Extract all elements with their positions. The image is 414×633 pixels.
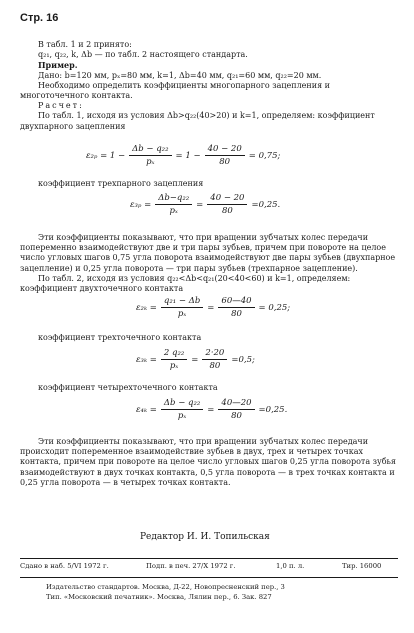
formula-three-point (136, 348, 255, 371)
example-label: Пример. (38, 60, 78, 71)
formula-result: =0,25. (258, 404, 288, 415)
table2-condition: По табл. 2, исходя из условия q₂₂<Δb<q₂₁(20<40<60) и k=1, определяем: коэффициент двухточечного контакта (20, 273, 351, 294)
numerator: Δb−q₂₂ (155, 193, 192, 205)
denominator: 80 (209, 361, 221, 371)
footer-sheets: 1,0 п. л. (276, 562, 305, 570)
calc-label: Расчет: (38, 101, 84, 111)
paragraph-text: Эти коэффициенты показывают, что при вращении зубчатых колес передачи происходит попеременное взаимодействие зубьев в двух, трех и четырех точках контакта, причем при повороте на целое число угловых шагов 0,25 угла поворота зубья взаимодействуют в двух точках контакта, 0,5 угла поворота — в трех точках контакта и 0,25 угла поворота — в четырех точках контакта. (20, 437, 396, 487)
formula-lhs: ε₄ₖ = (136, 404, 157, 415)
numerator: 40 − 20 (207, 193, 247, 205)
numerator: 40 − 20 (205, 144, 245, 156)
label-three-pair (20, 179, 400, 189)
fraction (129, 144, 171, 167)
formula-mid: = (196, 199, 204, 210)
fraction (218, 398, 254, 421)
denominator: 80 (221, 206, 233, 216)
label-text: коэффициент трехпарного зацепления (38, 179, 204, 188)
formula-three-pair (130, 193, 280, 216)
denominator: pₓ (146, 157, 155, 167)
footer-sent: Сдано в наб. 5/VI 1972 г. (20, 562, 109, 570)
formula-two-point (136, 296, 290, 319)
denominator: 80 (219, 157, 231, 167)
editor-credit: Редактор И. И. Топильская (140, 532, 270, 542)
denominator: pₓ (177, 411, 187, 421)
formula-two-pair (86, 144, 280, 167)
numerator: 40—20 (218, 398, 254, 410)
formula-mid: = 1 − (175, 150, 201, 161)
formula-lhs: ε₃ₖ = (136, 354, 157, 365)
label-four-point (20, 383, 400, 393)
fraction (207, 193, 247, 216)
formula-lhs: ε₃ₚ = (130, 199, 152, 210)
formula-mid: = (207, 404, 215, 415)
paragraph-text: Эти коэффициенты показывают, что при вращении зубчатых колес передачи попеременно взаимодействуют две и три пары зубьев, причем при повороте на целое число угловых шагов 0,75 угла поворота взаимодействуют две пары зубьев (двухпарное зацепление) и 0,25 угла поворота — три пары зубьев (трехпарное зацепление). (20, 233, 396, 273)
paragraph-points (20, 437, 400, 488)
denominator: 80 (231, 309, 242, 319)
numerator: 60—40 (218, 296, 254, 308)
numerator: 2 q₂₂ (161, 348, 187, 360)
footer-typography: Тип. «Московский печатник». Москва, Лялин пер., 6. Зак. 827 (46, 593, 272, 601)
fraction (161, 296, 203, 319)
fraction (205, 144, 245, 167)
denominator: pₓ (169, 361, 179, 371)
footer-signed: Подп. в печ. 27/X 1972 г. (146, 562, 236, 570)
task-statement: Необходимо определить коэффициенты многопарного зацепления и многоточечного контакта. (20, 80, 330, 101)
label-text: коэффициент четырехточечного контакта (38, 383, 218, 392)
fraction (161, 348, 187, 371)
table1-condition: По табл. 1, исходя из условия Δb>q₂₂(40>20) и k=1, определяем: коэффициент двухпарного зацепления (20, 111, 375, 131)
fraction (218, 296, 254, 319)
numerator: Δb − q₂₂ (129, 144, 171, 156)
denominator: pₓ (177, 309, 187, 319)
intro-line-1: В табл. 1 и 2 принято: (38, 40, 132, 49)
formula-lhs: ε₂ₚ = 1 − (86, 150, 126, 161)
paragraph-pairs (20, 233, 400, 294)
formula-mid: = (207, 302, 215, 313)
numerator: q₂₁ − Δb (161, 296, 203, 308)
label-three-point (20, 333, 400, 343)
intro-block (20, 40, 400, 132)
fraction (155, 193, 192, 216)
footer-imprint-row (20, 562, 398, 574)
footer-print-run: Тир. 16000 (342, 562, 382, 570)
fraction (161, 398, 203, 421)
footer-publisher: Издательство стандартов. Москва, Д-22, Новопресненский пер., 3 (46, 583, 285, 591)
footer-rule-bottom (20, 577, 398, 578)
formula-result: =0,5; (231, 354, 255, 365)
formula-lhs: ε₂ₖ = (136, 302, 157, 313)
footer-rule-top (20, 558, 398, 559)
given-values: Дано: b=120 мм, pₓ=80 мм, k=1, Δb=40 мм, q₂₁=60 мм, q₂₂=20 мм. (38, 70, 322, 80)
numerator: 2·20 (202, 348, 227, 360)
page-number: Стр. 16 (20, 12, 59, 24)
numerator: Δb − q₂₂ (161, 398, 203, 410)
denominator: 80 (231, 411, 242, 421)
denominator: pₓ (169, 206, 178, 216)
formula-four-point (136, 398, 287, 421)
formula-result: = 0,25; (258, 302, 291, 313)
label-text: коэффициент трехточечного контакта (38, 333, 202, 342)
formula-result: = 0,75; (248, 150, 281, 161)
intro-line-2: q₂₁, q₂₂, k, Δb — по табл. 2 настоящего стандарта. (38, 50, 248, 60)
formula-mid: = (191, 354, 199, 365)
formula-result: =0,25. (251, 199, 281, 210)
fraction (202, 348, 227, 371)
